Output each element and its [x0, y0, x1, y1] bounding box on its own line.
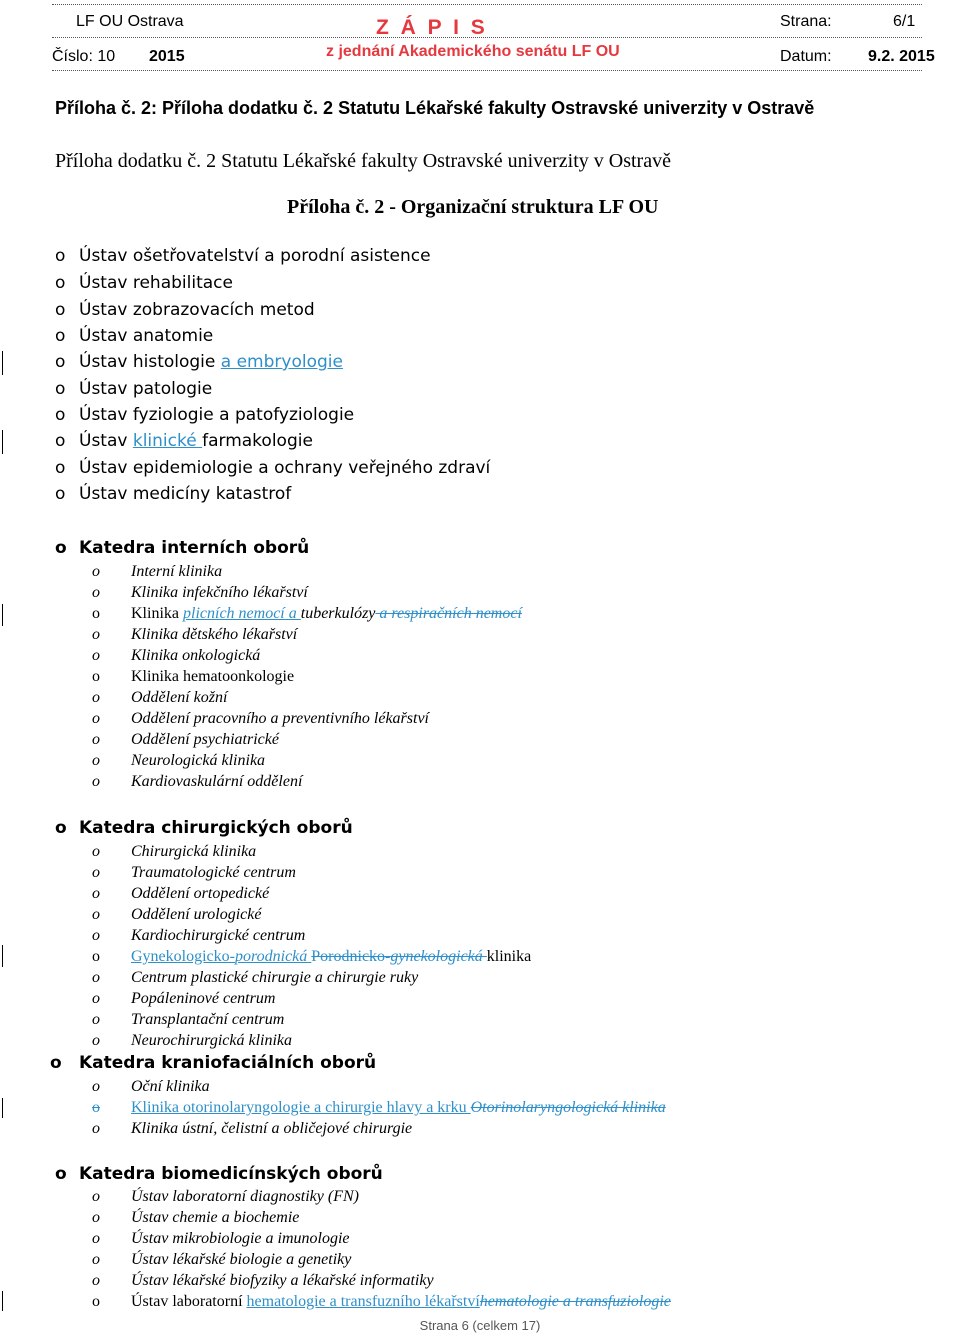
- list-item: o Ústav lékařské biofyziky a lékařské informatiky: [92, 1272, 434, 1289]
- section-title: Příloha č. 2 - Organizační struktura LF OU: [287, 196, 659, 218]
- change-bar: [2, 1291, 3, 1311]
- deleted-text: hematologie a transfuziologie: [479, 1293, 671, 1310]
- list-item: o Klinika dětského lékařství: [92, 626, 298, 643]
- department-title: o Katedra biomedicínských oborů: [55, 1164, 383, 1184]
- list-item: o Oddělení ortopedické: [92, 885, 270, 902]
- list-item: o Chirurgická klinika: [92, 843, 257, 860]
- list-item: o Klinika ústní, čelistní a obličejové chirurgie: [92, 1120, 413, 1137]
- page-value: 6/1: [893, 13, 916, 30]
- list-item: o Oční klinika: [92, 1078, 210, 1095]
- list-item: o Ústav laboratorní diagnostiky (FN): [92, 1188, 359, 1205]
- list-item: o Ústav zobrazovacích metod: [55, 300, 315, 320]
- inserted-text: porodnická: [234, 948, 312, 965]
- list-item: o Ústav chemie a biochemie: [92, 1209, 300, 1226]
- page-label: Strana:: [780, 13, 832, 30]
- deleted-text: Otorinolaryngologická klinika: [470, 1099, 666, 1116]
- inserted-text: plicních nemocí a: [183, 605, 301, 622]
- deleted-text: a respiračních nemocí: [375, 605, 522, 622]
- inserted-text: hematologie a transfuzního lékařství: [246, 1293, 480, 1310]
- change-bar: [2, 351, 3, 375]
- document-title: Z Á P I S: [376, 16, 488, 39]
- list-item: o Oddělení psychiatrické: [92, 731, 279, 748]
- deleted-text: Porodnicko-: [311, 948, 391, 965]
- list-item: o Ústav laboratorní hematologie a transfuzního lékařstvíhematologie a transfuziologie: [92, 1293, 671, 1310]
- inserted-text: klinické: [132, 431, 203, 451]
- list-item: o Interní klinika: [92, 563, 223, 580]
- list-item: o Ústav medicíny katastrof: [55, 484, 292, 504]
- list-item: o Ústav fyziologie a patofyziologie: [55, 405, 355, 425]
- list-item: o Ústav lékařské biologie a genetiky: [92, 1251, 352, 1268]
- change-bar: [2, 430, 3, 454]
- list-item: o Centrum plastické chirurgie a chirurgie ruky: [92, 969, 419, 986]
- minutes-header: [52, 4, 935, 70]
- list-item: o Ústav rehabilitace: [55, 273, 233, 293]
- list-item: o Ústav anatomie: [55, 326, 214, 346]
- change-bar: [2, 945, 3, 967]
- list-item: o Ústav patologie: [55, 379, 213, 399]
- document-subtitle: z jednání Akademického senátu LF OU: [326, 43, 620, 60]
- page-footer: Strana 6 (celkem 17): [419, 1318, 541, 1333]
- department-title: o Katedra interních oborů: [55, 538, 310, 558]
- deleted-text: gynekologická: [390, 948, 487, 965]
- list-item: o Klinika onkologická: [92, 647, 261, 664]
- list-item: o Oddělení urologické: [92, 906, 262, 923]
- list-item: o Neurochirurgická klinika: [92, 1032, 292, 1049]
- list-item: o Oddělení pracovního a preventivního lékařství: [92, 710, 429, 727]
- inserted-text: a embryologie: [220, 352, 343, 372]
- list-item: o Gynekologicko-porodnická Porodnicko-gynekologická klinika: [92, 948, 532, 965]
- list-item: o Ústav klinické farmakologie: [55, 431, 313, 451]
- list-item: o Klinika otorinolaryngologie a chirurgie hlavy a krku Otorinolaryngologická klinika: [92, 1099, 666, 1116]
- list-item: o Popáleninové centrum: [92, 990, 276, 1007]
- list-item: o Klinika infekčního lékařství: [92, 584, 308, 601]
- list-item: o Neurologická klinika: [92, 752, 266, 769]
- number-label: Číslo: 10: [52, 48, 116, 65]
- list-item: o Oddělení kožní: [92, 689, 228, 706]
- department-title: o Katedra kraniofaciálních oborů: [50, 1053, 377, 1073]
- year: 2015: [149, 48, 185, 65]
- change-bar: [2, 604, 3, 626]
- org-name: LF OU Ostrava: [76, 13, 184, 30]
- list-item: o Ústav epidemiologie a ochrany veřejného zdraví: [55, 458, 491, 478]
- inserted-text: Gynekologicko-: [131, 948, 235, 965]
- attachment-heading: Příloha č. 2: Příloha dodatku č. 2 Statutu Lékařské fakulty Ostravské univerzity v Ostravě: [55, 98, 815, 118]
- list-item: o Kardiovaskulární oddělení: [92, 773, 303, 790]
- department-title: o Katedra chirurgických oborů: [55, 818, 353, 838]
- date-label: Datum:: [780, 48, 832, 65]
- list-item: o Kardiochirurgické centrum: [92, 927, 306, 944]
- date-value: 9.2. 2015: [868, 48, 935, 65]
- list-item: o Klinika plicních nemocí a tuberkulózy a respiračních nemocí: [92, 605, 522, 622]
- change-bar: [2, 1098, 3, 1118]
- attachment-doc-title: Příloha dodatku č. 2 Statutu Lékařské fakulty Ostravské univerzity v Ostravě: [55, 150, 671, 172]
- list-item: o Klinika hematoonkologie: [92, 668, 295, 685]
- list-item: o Transplantační centrum: [92, 1011, 285, 1028]
- list-item: o Traumatologické centrum: [92, 864, 296, 881]
- list-item: o Ústav mikrobiologie a imunologie: [92, 1230, 350, 1247]
- list-item: o Ústav histologie a embryologie: [55, 352, 343, 372]
- list-item: o Ústav ošetřovatelství a porodní asistence: [55, 246, 431, 266]
- inserted-text: Klinika otorinolaryngologie a chirurgie hlavy a krku: [131, 1099, 471, 1116]
